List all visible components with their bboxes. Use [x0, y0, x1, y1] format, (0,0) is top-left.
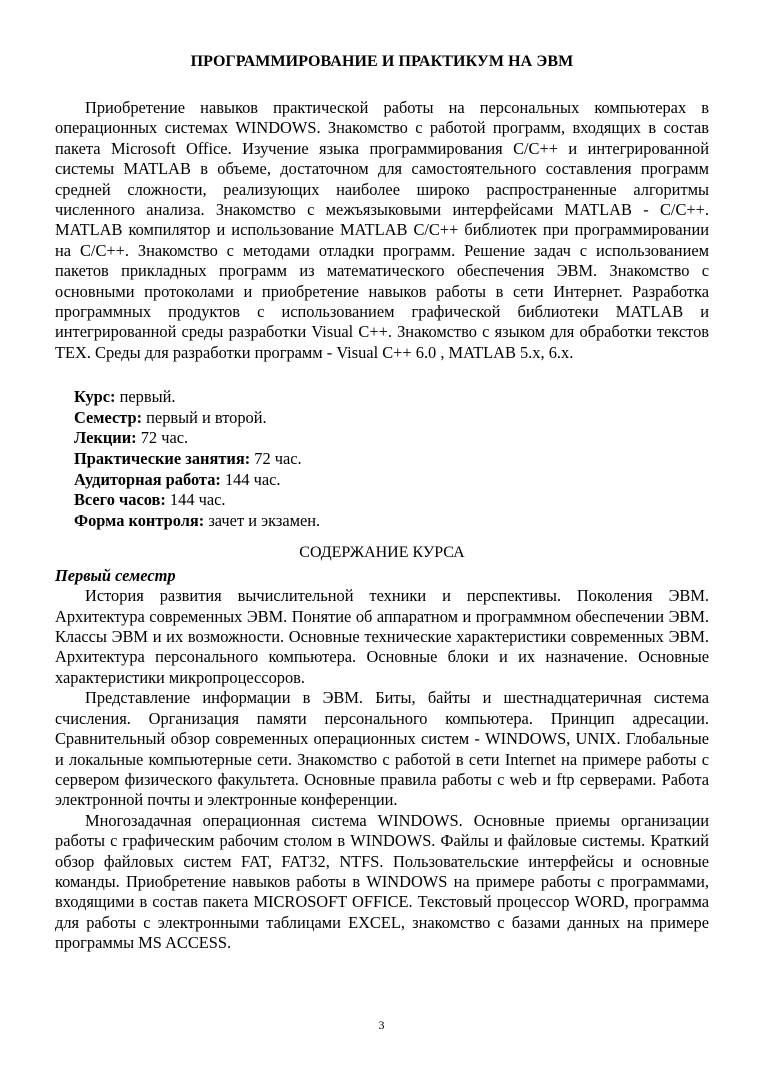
content-paragraph: История развития вычислительной техники и перспективы. Поколения ЭВМ. Архитектура современных ЭВМ. Понятие об аппаратном и программном обеспечении ЭВМ. Классы ЭВМ и их возможности. Основные технические характеристики современных ЭВМ. Архитектура персонального компьютера. Основные блоки и их назначение. Основные характеристики микропроцессоров. [55, 586, 709, 687]
intro-paragraph: Приобретение навыков практической работы на персональных компьютерах в операционных системах WINDOWS. Знакомство с работой программ, входящих в состав пакета Microsoft Office. Изучение языка программирования C/C++ и интегрированной системы MATLAB в объеме, достаточном для самостоятельного составления программ средней сложности, реализующих наиболее широко распространенные алгоритмы численного анализа. Знакомство с межъязыковыми интерфейсами MATLAB - C/C++. MATLAB компилятор и использование MATLAB C/C++ библиотек при программировании на C/C++. Знакомство с методами отладки программ. Решение задач с использованием пакетов прикладных программ из математического обеспечения ЭВМ. Знакомство с основными протоколами и приобретение навыков работы в сети Интернет. Разработка программных продуктов с использованием графической библиотеки MATLAB и интегрированной среды разработки Visual C++. Знакомство с языком для обработки текстов TEX. Среды для разработки программ - Visual C++ 6.0 , MATLAB 5.x, 6.x. [55, 98, 709, 362]
section-title: СОДЕРЖАНИЕ КУРСА [299, 544, 465, 562]
course-info-value: 144 час. [220, 469, 281, 489]
course-info-label: Аудиторная работа: [74, 469, 221, 489]
course-info-item [74, 470, 709, 491]
page-number: 3 [378, 1018, 385, 1032]
course-info-value: 72 час. [250, 449, 302, 469]
document-page [55, 52, 709, 954]
course-info-label: Курс: [74, 387, 116, 407]
semester-heading: Первый семестр [55, 565, 176, 585]
course-info-label: Практические занятия: [74, 449, 251, 469]
course-info-label: Форма контроля: [74, 510, 205, 530]
course-info-label: Семестр: [74, 407, 143, 427]
course-info-item [74, 408, 709, 429]
course-info-item [74, 449, 709, 470]
course-info-value: 72 час. [136, 428, 189, 448]
course-info-item [74, 511, 709, 532]
course-info-label: Лекции: [74, 428, 137, 448]
course-info-item [74, 428, 709, 449]
course-info-value: 144 час. [165, 490, 226, 510]
course-info-item [74, 490, 709, 511]
course-info-list [74, 387, 709, 531]
course-info-item [74, 387, 709, 408]
page-title: ПРОГРАММИРОВАНИЕ И ПРАКТИКУМ НА ЭВМ [190, 53, 574, 70]
course-info-label: Всего часов: [74, 490, 166, 510]
course-info-value: зачет и экзамен. [204, 510, 321, 530]
content-paragraph: Многозадачная операционная система WINDOWS. Основные приемы организации работы с графическим рабочим столом в WINDOWS. Файлы и файловые системы. Краткий обзор файловых систем FAT, FAT32, NTFS. Пользовательские интерфейсы и основные команды. Приобретение навыков работы в WINDOWS на примере работы с программами, входящими в состав пакета MICROSOFT OFFICE. Текстовый процессор WORD, программа для работы с электронными таблицами EXCEL, знакомство с базами данных на примере программы MS ACCESS. [55, 810, 709, 953]
course-info-value: первый. [115, 387, 176, 407]
content-paragraph: Представление информации в ЭВМ. Биты, байты и шестнадцатеричная система счисления. Организация памяти персонального компьютера. Принцип адресации. Сравнительный обзор современных операционных систем - WINDOWS, UNIX. Глобальные и локальные компьютерные сети. Знакомство с работой в сети Internet на примере работы с сервером физического факультета. Основные правила работы с web и ftp серверами. Работа электронной почты и электронные конференции. [55, 688, 709, 810]
course-info-value: первый и второй. [142, 407, 267, 427]
